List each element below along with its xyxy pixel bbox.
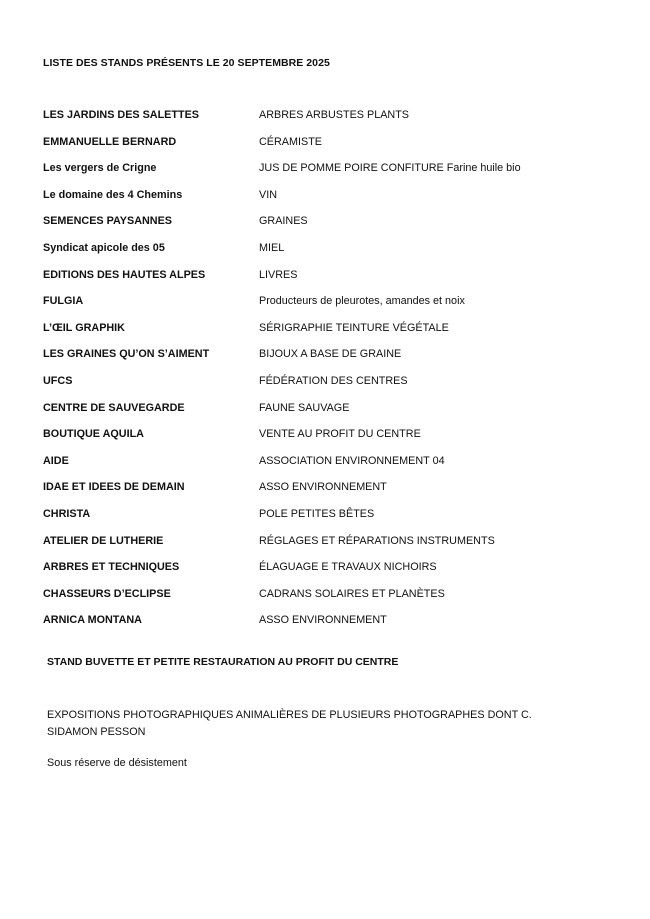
stand-name: LES GRAINES QU’ON S’AIMENT [43, 348, 210, 361]
stand-row [43, 109, 623, 136]
stand-row [43, 561, 623, 588]
stand-description: CÉRAMISTE [259, 135, 322, 148]
stand-row [43, 322, 623, 349]
stand-name: CHRISTA [43, 507, 91, 520]
stand-description: JUS DE POMME POIRE CONFITURE Farine huile bio [259, 162, 521, 175]
stand-row [43, 295, 623, 322]
stand-description: CADRANS SOLAIRES ET PLANÈTES [259, 587, 445, 600]
stand-name: ARBRES ET TECHNIQUES [43, 561, 180, 574]
stand-row [43, 215, 623, 242]
stand-row [43, 402, 623, 429]
stand-name: Les vergers de Crigne [43, 162, 157, 175]
stand-description: ARBRES ARBUSTES PLANTS [259, 109, 410, 121]
stand-row [43, 614, 623, 641]
stand-description: GRAINES [259, 215, 308, 228]
stand-name: Le domaine des 4 Chemins [43, 188, 183, 201]
stand-row [43, 136, 623, 163]
stand-row [43, 455, 623, 482]
stand-description: FAUNE SAUVAGE [259, 401, 350, 414]
stand-name: CENTRE DE SAUVEGARDE [43, 401, 185, 414]
stand-description: MIEL [259, 241, 285, 254]
buvette-notice: STAND BUVETTE ET PETITE RESTAURATION AU PROFIT DU CENTRE [47, 656, 399, 668]
stand-description: POLE PETITES BÊTES [259, 507, 375, 520]
stand-description: VENTE AU PROFIT DU CENTRE [259, 428, 421, 441]
stand-name: CHASSEURS D’ECLIPSE [43, 587, 171, 600]
stand-row [43, 375, 623, 402]
stand-row [43, 508, 623, 535]
reserve-notice: Sous réserve de désistement [47, 757, 187, 769]
stand-row [43, 481, 623, 508]
stand-description: FÉDÉRATION DES CENTRES [259, 374, 408, 387]
stand-name: FULGIA [43, 295, 84, 308]
stand-description: LIVRES [259, 268, 298, 281]
stand-name: ARNICA MONTANA [43, 614, 142, 627]
stand-name: SEMENCES PAYSANNES [43, 215, 172, 228]
stand-name: AIDE [43, 454, 69, 467]
stand-name: UFCS [43, 374, 73, 387]
stand-description: ASSOCIATION ENVIRONNEMENT 04 [259, 454, 445, 467]
stand-row [43, 535, 623, 562]
stand-name: EDITIONS DES HAUTES ALPES [43, 268, 206, 281]
page-title: LISTE DES STANDS PRÉSENTS LE 20 SEPTEMBRE 2025 [43, 57, 330, 69]
stand-description: ASSO ENVIRONNEMENT [259, 481, 387, 494]
stand-row [43, 269, 623, 296]
stand-row [43, 162, 623, 189]
stand-row [43, 588, 623, 615]
stand-description: ASSO ENVIRONNEMENT [259, 614, 387, 627]
stand-row [43, 189, 623, 216]
stand-description: Producteurs de pleurotes, amandes et noix [259, 295, 465, 308]
stand-description: BIJOUX A BASE DE GRAINE [259, 348, 402, 361]
stand-name: Syndicat apicole des 05 [43, 241, 165, 254]
stand-name: LES JARDINS DES SALETTES [43, 109, 199, 121]
stand-name: BOUTIQUE AQUILA [43, 428, 144, 441]
stand-name: IDAE ET IDEES DE DEMAIN [43, 481, 185, 494]
stand-row [43, 242, 623, 269]
stand-description: ÉLAGUAGE E TRAVAUX NICHOIRS [259, 561, 437, 574]
stand-row [43, 428, 623, 455]
stand-name: ATELIER DE LUTHERIE [43, 534, 164, 547]
stand-row [43, 348, 623, 375]
stand-name: EMMANUELLE BERNARD [43, 135, 177, 148]
expositions-notice: EXPOSITIONS PHOTOGRAPHIQUES ANIMALIÈRES DE PLUSIEURS PHOTOGRAPHES DONT C. SIDAMON PESSON [47, 709, 532, 738]
stand-description: RÉGLAGES ET RÉPARATIONS INSTRUMENTS [259, 534, 495, 547]
stand-description: VIN [259, 188, 277, 201]
stand-list [43, 109, 623, 641]
stand-name: L’ŒIL GRAPHIK [43, 321, 125, 334]
stand-description: SÉRIGRAPHIE TEINTURE VÉGÉTALE [259, 321, 449, 334]
